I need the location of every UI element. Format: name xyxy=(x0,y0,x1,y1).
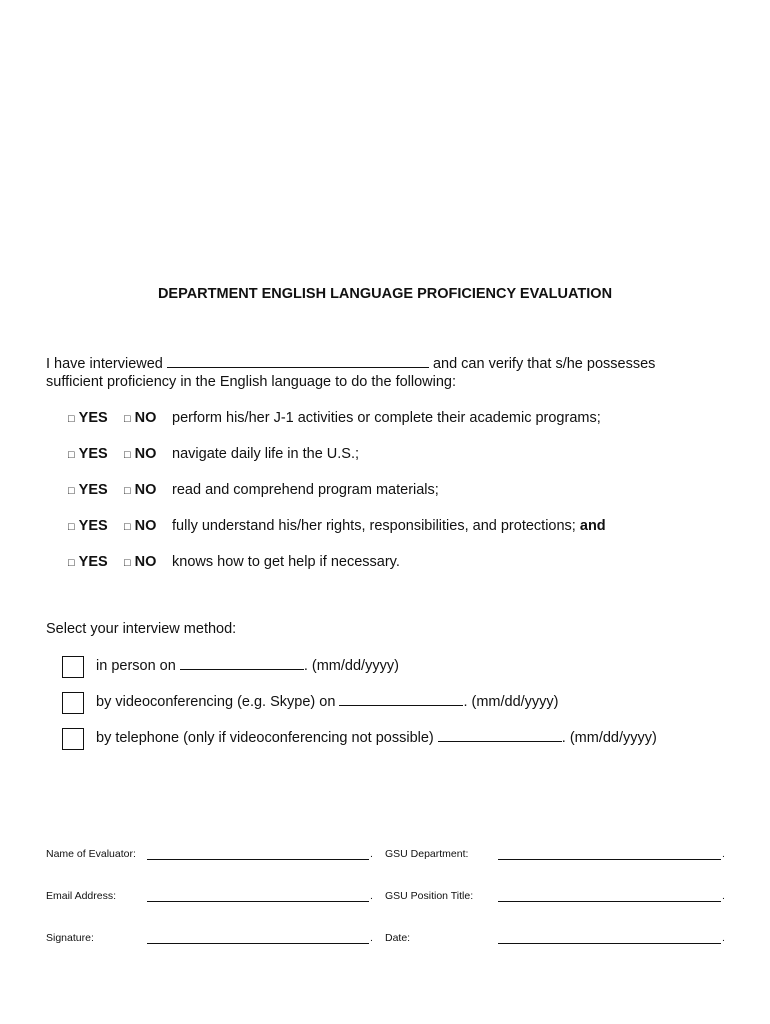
checkbox-icon: □ xyxy=(68,413,75,425)
yes-label: YES xyxy=(78,446,108,462)
intro-line-2: sufficient proficiency in the English language to do the following: xyxy=(46,374,457,390)
method-prefix: by videoconferencing (e.g. Skype) on xyxy=(96,694,336,710)
yes-label: YES xyxy=(78,410,108,426)
statement-row xyxy=(68,518,606,534)
no-option[interactable] xyxy=(124,518,168,534)
date-label: Date: xyxy=(385,932,411,944)
intro-prefix: I have interviewed xyxy=(46,356,163,372)
evaluator-name-field[interactable] xyxy=(147,859,369,860)
evaluator-name-label: Name of Evaluator: xyxy=(46,848,136,860)
method-checkbox[interactable] xyxy=(62,656,84,678)
checkbox-icon: □ xyxy=(124,449,131,461)
no-option[interactable] xyxy=(124,410,168,426)
checkbox-icon: □ xyxy=(124,521,131,533)
intro-paragraph xyxy=(46,355,736,391)
line-end-dot: . xyxy=(370,890,373,902)
no-label: NO xyxy=(134,410,157,426)
intro-suffix: and can verify that s/he possesses xyxy=(432,356,656,372)
date-field[interactable] xyxy=(339,693,463,706)
checkbox-icon: □ xyxy=(68,485,75,497)
method-suffix: . (mm/dd/yyyy) xyxy=(303,658,399,674)
line-end-dot: . xyxy=(722,932,725,944)
yes-label: YES xyxy=(78,518,108,534)
method-prefix: by telephone (only if videoconferencing not possible) xyxy=(96,730,434,746)
checkbox-icon: □ xyxy=(124,485,131,497)
position-title-field[interactable] xyxy=(498,901,721,902)
statement-text: perform his/her J-1 activities or complete their academic programs; xyxy=(172,410,601,426)
line-end-dot: . xyxy=(722,848,725,860)
statement-row xyxy=(68,554,400,570)
line-end-dot: . xyxy=(370,932,373,944)
yes-option[interactable] xyxy=(68,482,124,498)
interviewee-name-field[interactable] xyxy=(167,355,429,368)
yes-label: YES xyxy=(78,554,108,570)
interview-method-label: Select your interview method: xyxy=(46,621,237,637)
statement-text: navigate daily life in the U.S.; xyxy=(172,446,360,462)
statement-row xyxy=(68,410,601,426)
date-field[interactable] xyxy=(498,943,721,944)
yes-option[interactable] xyxy=(68,518,124,534)
yes-label: YES xyxy=(78,482,108,498)
department-label: GSU Department: xyxy=(385,848,469,860)
no-label: NO xyxy=(134,446,157,462)
date-field[interactable] xyxy=(180,657,304,670)
yes-option[interactable] xyxy=(68,554,124,570)
no-label: NO xyxy=(134,482,157,498)
checkbox-icon: □ xyxy=(124,413,131,425)
statement-text: knows how to get help if necessary. xyxy=(172,554,400,570)
date-field[interactable] xyxy=(438,729,562,742)
no-option[interactable] xyxy=(124,446,168,462)
checkbox-icon: □ xyxy=(124,557,131,569)
yes-option[interactable] xyxy=(68,446,124,462)
statement-bold-suffix: and xyxy=(579,518,606,534)
form-title: DEPARTMENT ENGLISH LANGUAGE PROFICIENCY EVALUATION xyxy=(157,286,613,302)
email-field[interactable] xyxy=(147,901,369,902)
position-title-label: GSU Position Title: xyxy=(385,890,474,902)
checkbox-icon: □ xyxy=(68,557,75,569)
yes-option[interactable] xyxy=(68,410,124,426)
no-option[interactable] xyxy=(124,554,168,570)
line-end-dot: . xyxy=(722,890,725,902)
signature-field[interactable] xyxy=(147,943,369,944)
statement-row xyxy=(68,446,359,462)
statement-row xyxy=(68,482,439,498)
method-suffix: . (mm/dd/yyyy) xyxy=(561,730,657,746)
method-checkbox[interactable] xyxy=(62,728,84,750)
no-label: NO xyxy=(134,554,157,570)
checkbox-icon: □ xyxy=(68,521,75,533)
method-checkbox[interactable] xyxy=(62,692,84,714)
email-label: Email Address: xyxy=(46,890,117,902)
statement-text: read and comprehend program materials; xyxy=(172,482,439,498)
signature-label: Signature: xyxy=(46,932,94,944)
department-field[interactable] xyxy=(498,859,721,860)
statement-text: fully understand his/her rights, responsibilities, and protections; xyxy=(172,518,576,534)
line-end-dot: . xyxy=(370,848,373,860)
method-suffix: . (mm/dd/yyyy) xyxy=(463,694,559,710)
no-label: NO xyxy=(134,518,157,534)
checkbox-icon: □ xyxy=(68,449,75,461)
method-prefix: in person on xyxy=(96,658,176,674)
no-option[interactable] xyxy=(124,482,168,498)
